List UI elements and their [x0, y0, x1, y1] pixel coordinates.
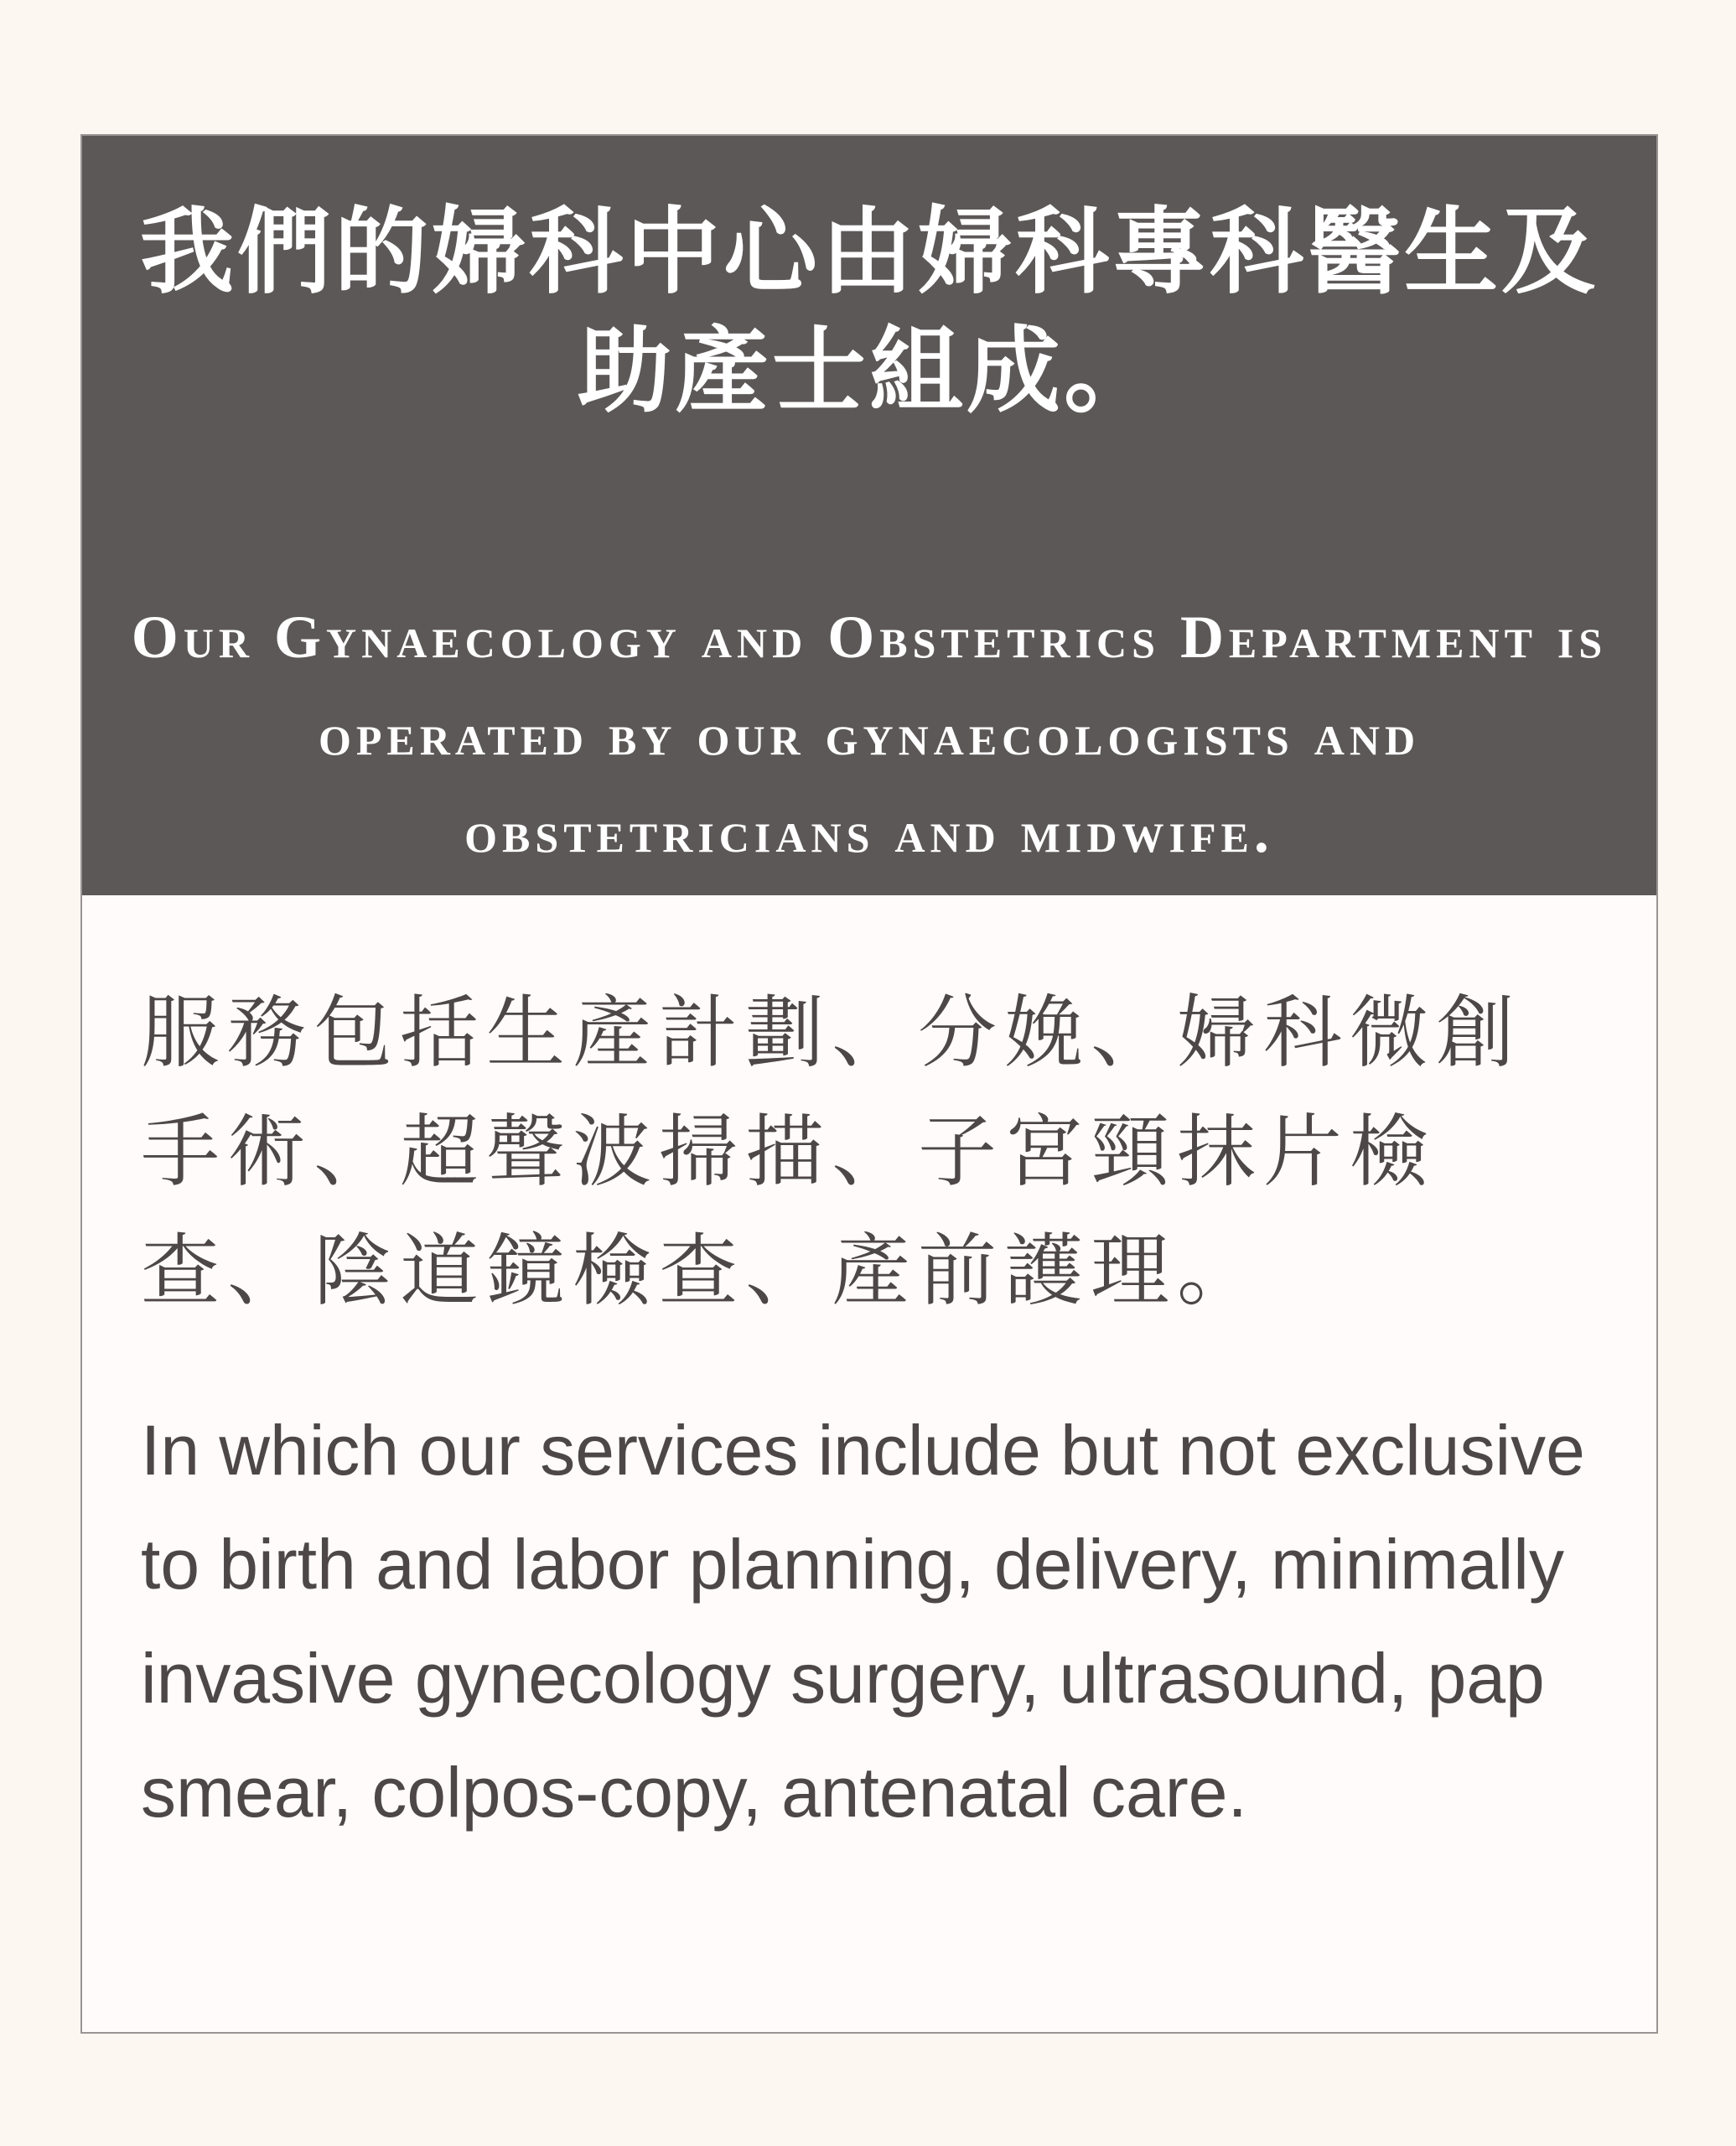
header-banner: [82, 136, 1656, 895]
title-chinese: 我們的婦科中心由婦科專科醫生及助產士組成。: [140, 198, 1599, 426]
services-chinese: 服務包括生產計劃、分娩、婦科微創手術、超聲波掃描、子宮頸抹片檢查、陰道鏡檢查、產前護理。: [141, 987, 1523, 1317]
info-card: [80, 134, 1658, 2034]
services-english: In which our services include but not exclusive to birth and labor planning, delivery, minimally invasive gynecology surgery, ultrasound, pap smear, colpos-copy, antenatal care.: [141, 1411, 1585, 1832]
title-english: Our Gynaecology and Obstetrics Department is operated by our gynaecologists and obstetricians and midwife.: [131, 604, 1608, 865]
